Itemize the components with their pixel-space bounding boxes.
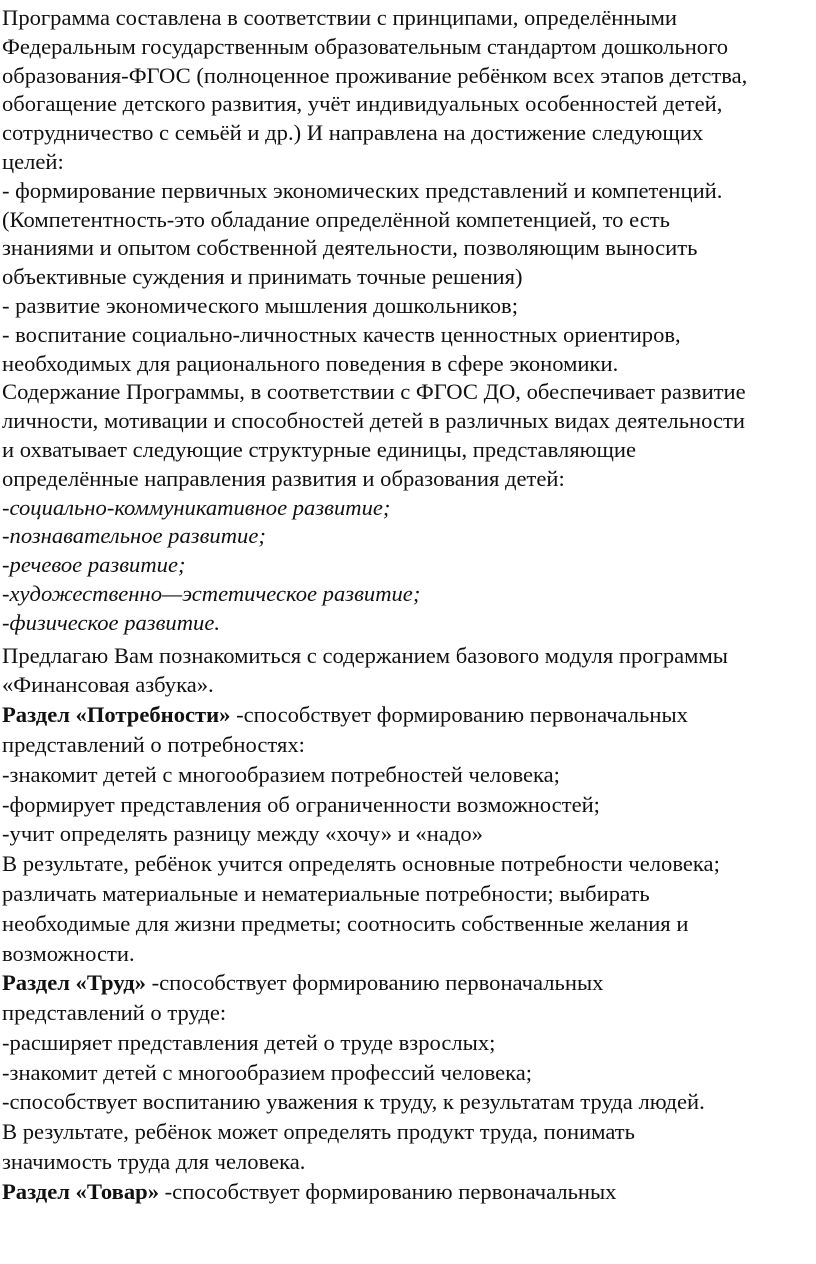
intro-line: Программа составлена в соответствии с принципами, определёнными: [2, 5, 678, 30]
section-needs-intro-cont: представлений о потребностях:: [2, 731, 305, 757]
section-goods-heading: [2, 1177, 810, 1207]
goal-line: знаниями и опытом собственной деятельности, позволяющим выносить: [2, 235, 698, 261]
intro-line: образования-ФГОС (полноценное проживание ребёнком всех этапов детства,: [2, 62, 748, 88]
section-labor-intro-cont: представлений о труде:: [2, 1000, 227, 1026]
section-needs-item: -учит определять разницу между «хочу» и «надо»: [2, 821, 483, 847]
content-line: личности, мотивации и способностей детей в различных видах деятельности: [2, 408, 745, 434]
goal-line: - развитие экономического мышления дошкольников;: [2, 292, 519, 318]
section-labor-item: -способствует воспитанию уважения к труду, к результатам труда людей.: [2, 1089, 705, 1115]
intro-line: целей:: [2, 148, 64, 174]
goal-line: - формирование первичных экономических представлений и компетенций.: [2, 177, 723, 203]
development-area-item: -физическое развитие.: [2, 609, 220, 635]
content-line: и охватывает следующие структурные единицы, представляющие: [2, 436, 637, 462]
section-labor-title: Раздел «Труд»: [2, 970, 146, 996]
development-area-item: -речевое развитие;: [2, 552, 186, 578]
section-needs-item: -знакомит детей с многообразием потребностей человека;: [2, 761, 560, 787]
offer-line: «Финансовая азбука».: [2, 672, 214, 698]
goal-line: - воспитание социально-личностных качеств ценностных ориентиров,: [2, 321, 681, 347]
offer-line: Предлагаю Вам познакомиться с содержанием базового модуля программы: [2, 642, 728, 668]
development-area-item: -социально-коммуникативное развитие;: [2, 494, 391, 520]
section-goods-intro: -способствует формированию первоначальных: [159, 1178, 617, 1204]
section-needs-item: -формирует представления об ограниченности возможностей;: [2, 791, 600, 817]
section-goods-title: Раздел «Товар»: [2, 1178, 159, 1204]
development-area-item: -художественно—эстетическое развитие;: [2, 580, 421, 606]
section-labor-item: -расширяет представления детей о труде взрослых;: [2, 1029, 496, 1055]
section-needs-result: возможности.: [2, 940, 135, 966]
section-needs-result: различать материальные и нематериальные потребности; выбирать: [2, 880, 650, 906]
document-body: [2, 4, 810, 1207]
goal-line: необходимых для рационального поведения в сфере экономики.: [2, 350, 619, 376]
section-needs-result: необходимые для жизни предметы; соотносить собственные желания и: [2, 910, 689, 936]
intro-line: обогащение детского развития, учёт индивидуальных особенностей детей,: [2, 91, 723, 117]
section-labor-result: В результате, ребёнок может определять продукт труда, понимать: [2, 1119, 635, 1145]
section-labor-heading: [2, 968, 810, 998]
section-needs-heading: [2, 700, 810, 730]
goal-line: объективные суждения и принимать точные решения): [2, 264, 523, 290]
content-line: Содержание Программы, в соответствии с ФГОС ДО, обеспечивает развитие: [2, 379, 746, 405]
intro-line: Федеральным государственным образовательным стандартом дошкольного: [2, 33, 729, 59]
section-labor-item: -знакомит детей с многообразием профессий человека;: [2, 1059, 533, 1085]
section-needs-title: Раздел «Потребности»: [2, 702, 231, 728]
section-labor-result: значимость труда для человека.: [2, 1149, 306, 1175]
section-labor-intro: -способствует формированию первоначальных: [145, 970, 604, 996]
intro-line: сотрудничество с семьёй и др.) И направлена на достижение следующих: [2, 120, 704, 146]
goal-line: (Компетентность-это обладание определённой компетенцией, то есть: [2, 206, 670, 232]
section-needs-result: В результате, ребёнок учится определять основные потребности человека;: [2, 851, 720, 877]
development-area-item: -познавательное развитие;: [2, 523, 266, 549]
section-needs-intro: -способствует формированию первоначальных: [230, 702, 688, 728]
content-line: определённые направления развития и образования детей:: [2, 465, 565, 491]
